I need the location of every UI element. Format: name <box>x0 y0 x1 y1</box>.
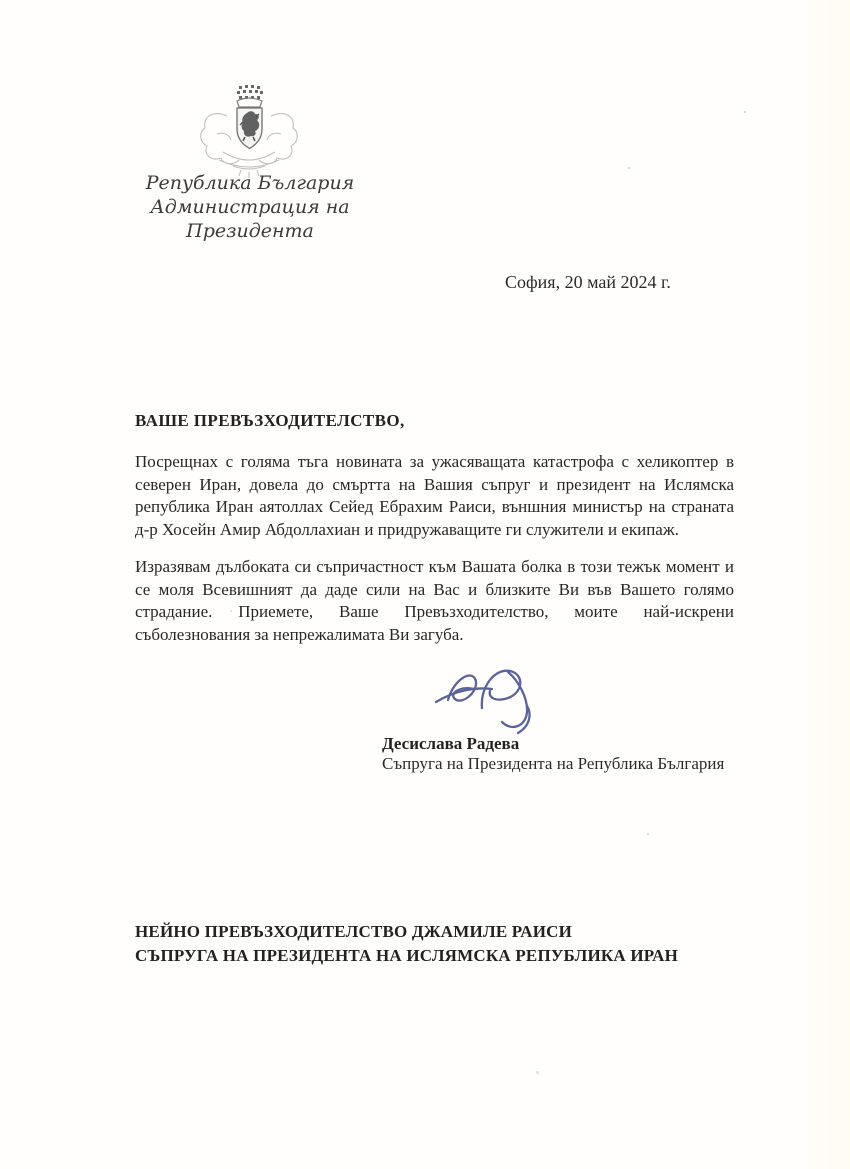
body-paragraph-2: Изразявам дълбоката си съпричастност към Вашата болка в този тежък момент и се моля Всевишният да даде сили на Вас и близките Ви във Вашето голямо страдание. Приемете, Ваше Превъзходителство, моите най-искрени съболезнования за непрежалимата Ви загуба. <box>135 557 734 644</box>
scan-speck <box>536 1071 539 1074</box>
bulgarian-coat-of-arms-icon <box>193 82 305 180</box>
salutation: ВАШЕ ПРЕВЪЗХОДИТЕЛСТВО, <box>135 411 405 430</box>
letterhead <box>95 172 405 243</box>
date-line: София, 20 май 2024 г. <box>505 272 671 292</box>
addressee-line1: НЕЙНО ПРЕВЪЗХОДИТЕЛСТВО ДЖАМИЛЕ РАИСИ <box>135 922 573 941</box>
letterhead-institution: Администрация на Президента <box>150 196 350 242</box>
scan-speck <box>647 833 649 835</box>
scan-speck <box>744 111 746 113</box>
scan-speck <box>230 610 232 612</box>
signatory-title: Съпруга на Президента на Република България <box>382 754 725 773</box>
letterhead-country: Република България <box>145 172 355 194</box>
body-paragraph-1: Посрещнах с голяма тъга новината за ужасяващата катастрофа с хеликоптер в северен Иран, довела до смъртта на Вашия съпруг и президент на Ислямска република Иран аятоллах Сейед Ебрахим Раиси, външния министър на страната д-р Хосейн Амир Абдоллахиан и придружаващите ги служители и екипаж. <box>135 452 734 539</box>
signature-strokes <box>436 671 530 733</box>
addressee-line2: СЪПРУГА НА ПРЕЗИДЕНТА НА ИСЛЯМСКА РЕПУБЛИКА ИРАН <box>135 945 679 965</box>
signatory-name: Десислава Радева <box>382 734 520 753</box>
scan-speck <box>628 167 630 169</box>
handwritten-signature <box>432 656 552 738</box>
addressee-block <box>135 920 678 967</box>
